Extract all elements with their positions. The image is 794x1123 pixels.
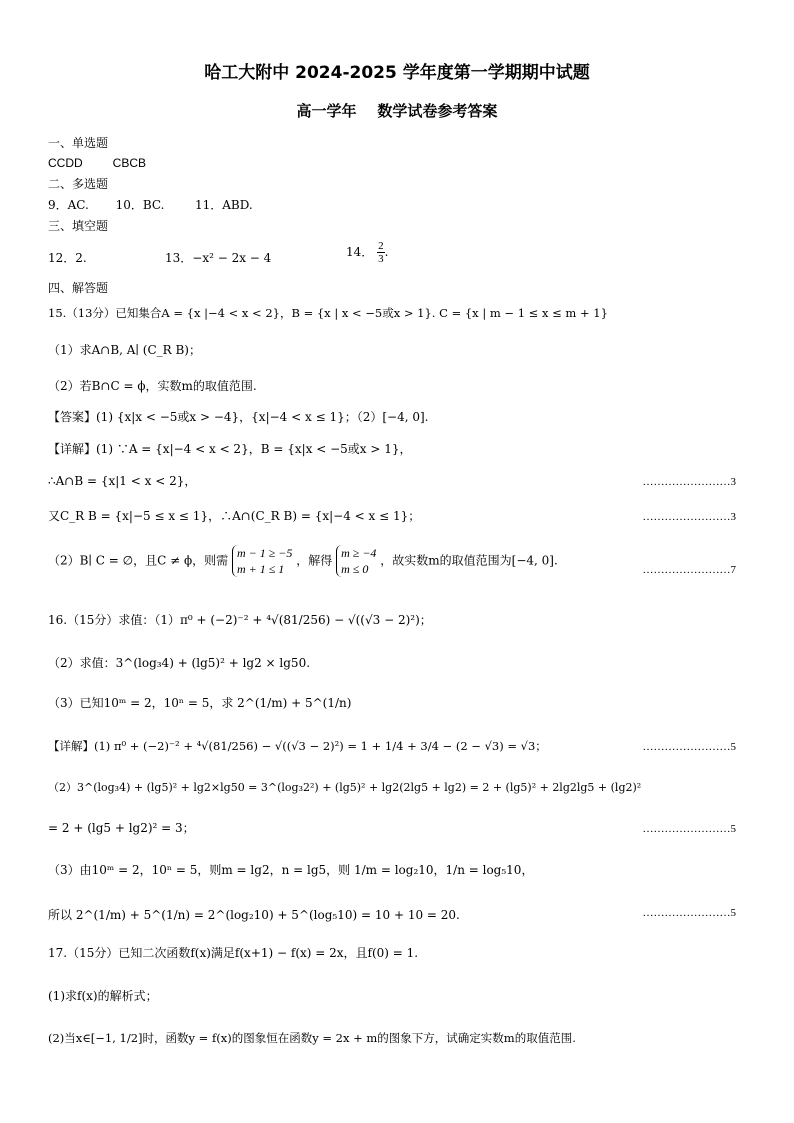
page-title: 哈工大附中 2024-2025 学年度第一学期期中试题 [204, 63, 590, 83]
q17-stem: 17.（15分）已知二次函数f(x)满足f(x+1) − f(x) = 2x，且f(0) = 1. [48, 946, 419, 960]
section-multi-choice: 二、多选题 [48, 177, 109, 191]
page-subtitle: 高一学年 数学试卷参考答案 [296, 102, 498, 120]
q16-part2: （2）求值：3^(log₃4) + (lg5)² + lg2 × lg50. [48, 656, 311, 670]
q15-detail-4-c: ，故实数m的取值范围为[−4, 0]. [380, 553, 558, 568]
section-fill-blank: 三、填空题 [48, 219, 109, 233]
q15-detail-4 [48, 545, 558, 577]
answer-14: 14． $\frac{2}{3}$ . [346, 240, 389, 265]
q16-score-1: ……………………5 [642, 741, 736, 753]
q16-part3: （3）已知10ᵐ = 2，10ⁿ = 5，求 2^(1/m) + 5^(1/n) [48, 696, 352, 710]
q16-detail-2: （2）3^(log₃4) + (lg5)² + lg2×lg50 = 3^(log₃2²) + (lg5)² + lg2(2lg5 + lg2) = 2 + (lg5)² + 2lg2lg5 + (lg2)² [48, 781, 642, 794]
q16-detail-1: 【详解】(1) π⁰ + (−2)⁻² + ⁴√(81/256) − √((√3 − 2)²) = 1 + 1/4 + 3/4 − (2 − √3) = √3； [48, 739, 547, 753]
condition-line-2: m + 1 ≤ 1 [236, 562, 285, 576]
q16-detail-3: = 2 + (lg5 + lg2)² = 3； [48, 821, 195, 835]
q15-answer: 【答案】(1) {x|x < −5或x > −4}，{x|−4 < x ≤ 1}；（2）[−4, 0]. [48, 410, 429, 424]
q17-part2: (2)当x∈[−1, 1/2]时，函数y = f(x)的图象恒在函数y = 2x + m的图象下方，试确定实数m的取值范围. [48, 1031, 576, 1045]
q16-score-2: ……………………5 [642, 823, 736, 835]
q16-detail-4: （3）由10ᵐ = 2，10ⁿ = 5，则m = lg2，n = lg5，则 1/m = log₂10，1/n = log₅10， [48, 863, 534, 877]
q15-score-c: ……………………7 [642, 564, 736, 576]
answer-12: 12．2. [48, 251, 87, 265]
solution-line-2: m ≤ 0 [341, 562, 369, 576]
answer-14-prefix: 14． [346, 245, 374, 259]
q16-detail-5: 所以 2^(1/m) + 5^(1/n) = 2^(log₂10) + 5^(log₅10) = 10 + 10 = 20. [48, 908, 460, 922]
fraction-numerator: 2 [378, 240, 384, 252]
condition-system [232, 545, 292, 577]
fraction-denominator: 3 [378, 253, 384, 265]
q15-score-b: ……………………3 [642, 511, 736, 523]
answer-13: 13．−x² − 2x − 4 [165, 251, 272, 265]
condition-line-1: m − 1 ≥ −5 [236, 546, 293, 560]
q15-part1: （1）求A∩B, A∣ (C_R B)； [48, 343, 201, 357]
q15-part2: （2）若B∩C = ϕ，实数m的取值范围. [48, 379, 257, 393]
q16-stem: 16.（15分）求值：（1）π⁰ + (−2)⁻² + ⁴√(81/256) − √((√3 − 2)²)； [48, 613, 432, 627]
section-single-choice: 一、单选题 [48, 136, 109, 150]
multi-choice-answers: 9．AC. 10．BC. 11．ABD. [48, 198, 253, 212]
q15-detail-3: 又C_R B = {x|−5 ≤ x ≤ 1}，∴A∩(C_R B) = {x|−4 < x ≤ 1}； [48, 509, 421, 523]
section-solutions: 四、解答题 [48, 281, 109, 295]
q15-detail-1: 【详解】(1) ∵A = {x|−4 < x < 2}，B = {x|x < −5或x > 1}， [48, 442, 412, 456]
solution-line-1: m ≥ −4 [341, 546, 377, 560]
q15-score-a: ……………………3 [642, 476, 736, 488]
q16-score-3: ……………………5 [642, 907, 736, 919]
q15-detail-2: ∴A∩B = {x|1 < x < 2}， [48, 474, 197, 488]
single-choice-answers: CCDD CBCB [48, 156, 147, 170]
answer-14-fraction [377, 240, 385, 265]
q17-part1: (1)求f(x)的解析式； [48, 989, 158, 1003]
q15-detail-4-b: ，解得 [296, 553, 333, 568]
solution-system [336, 545, 376, 577]
q15-stem: 15.（13分）已知集合A = {x |−4 < x < 2}，B = {x | x < −5或x > 1}. C = {x | m − 1 ≤ x ≤ m + 1} [48, 306, 608, 320]
q15-detail-4-a: （2）B∣ C = ∅，且C ≠ ϕ，则需 [48, 553, 229, 568]
